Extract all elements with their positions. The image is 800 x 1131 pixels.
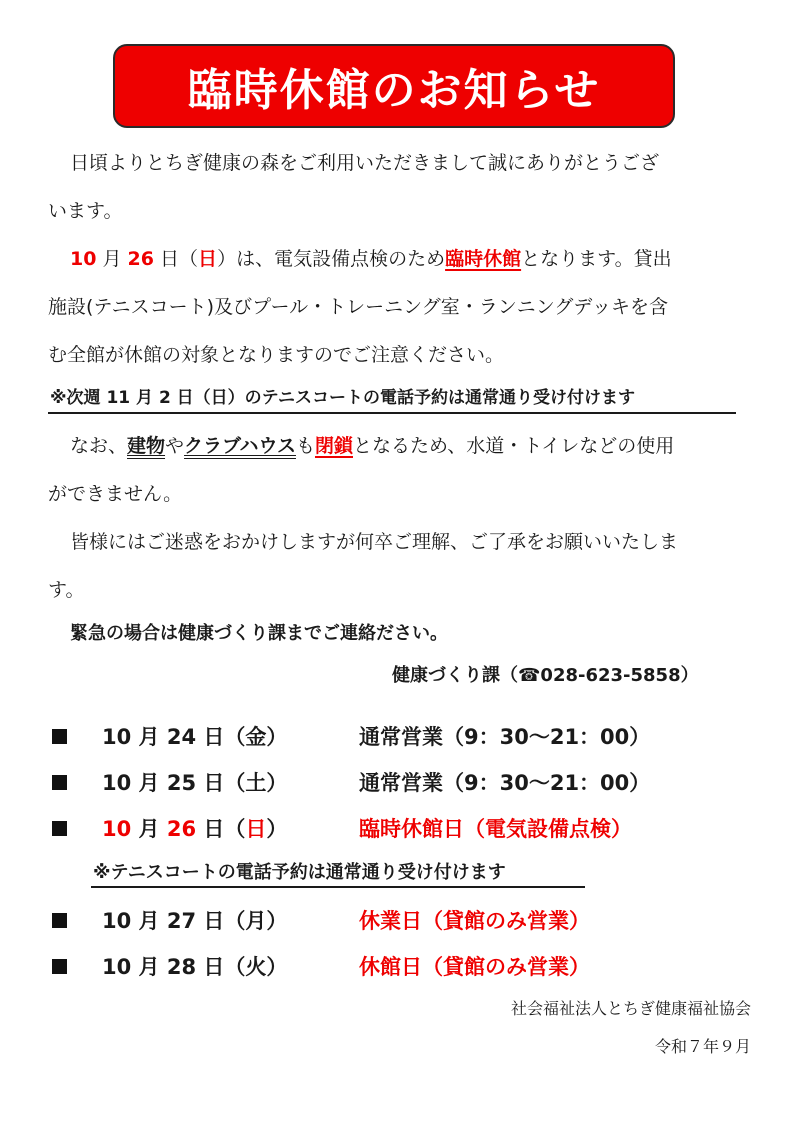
emergency-contact-note: 緊急の場合は健康づくり課までご連絡ださい。 — [70, 623, 448, 644]
schedule-date: 10 月 24 日（金） — [102, 725, 288, 749]
paragraph-3-start: なお、 — [70, 435, 128, 457]
issue-date: 令和７年９月 — [654, 1037, 751, 1056]
schedule-date: 10 月 28 日（火） — [102, 955, 288, 979]
schedule-status: 通常営業（9：30～21：00） — [359, 771, 651, 795]
schedule-date-close-paren: ） — [266, 817, 288, 841]
closure-month-number: 10 — [70, 248, 97, 270]
schedule-note-underline — [91, 886, 585, 888]
paragraph-2-mid: ）は、電気設備点検のため — [217, 248, 446, 270]
organization-name: 社会福祉法人とちぎ健康福祉協会 — [510, 999, 751, 1018]
paragraph-3-line-1 — [70, 437, 674, 456]
department-phone: 健康づくり課（☎028-623-5858） — [392, 665, 699, 686]
temporary-closure-emphasis: 臨時休館 — [445, 248, 522, 270]
schedule-date — [102, 819, 287, 840]
clubhouse-emphasis: クラブハウス — [184, 435, 296, 457]
schedule-status: 休館日（貸館のみ営業） — [359, 955, 590, 979]
schedule-date: 10 月 25 日（土） — [102, 771, 288, 795]
tennis-reservation-note: ※次週 11 月 2 日（日）のテニスコートの電話予約は通常通り受け付けます — [50, 388, 636, 408]
schedule-date-day-number: 26 — [166, 817, 197, 841]
paragraph-3-ya: や — [165, 435, 185, 457]
day-label-open: 日（ — [154, 248, 199, 270]
schedule-status: 臨時休館日（電気設備点検） — [359, 817, 632, 841]
paragraph-3-mo: も — [295, 435, 315, 457]
bullet-square-icon — [52, 913, 67, 928]
bullet-square-icon — [52, 959, 67, 974]
paragraph-1-line-1: 日頃よりとちぎ健康の森をご利用いただきまして誠にありがとうござ — [70, 152, 660, 174]
paragraph-1-line-2: います。 — [48, 200, 123, 222]
paragraph-2-end: となります。貸出 — [521, 248, 672, 270]
paragraph-2-line-2: 施設(テニスコート)及びプール・トレーニング室・ランニングデッキを含 — [48, 296, 668, 318]
schedule-status: 休業日（貸館のみ営業） — [359, 909, 590, 933]
schedule-date-month-number: 10 — [102, 817, 132, 841]
paragraph-3-end: となるため、水道・トイレなどの使用 — [353, 435, 675, 457]
closure-day-number: 26 — [127, 248, 154, 270]
paragraph-4-line-2: す。 — [48, 579, 85, 601]
closed-emphasis: 閉鎖 — [314, 435, 353, 457]
schedule-status: 通常営業（9：30～21：00） — [359, 725, 651, 749]
title-banner — [113, 44, 675, 128]
schedule-date-month-label: 月 — [131, 817, 167, 841]
page-title: 臨時休館のお知らせ — [187, 65, 601, 116]
bullet-square-icon — [52, 729, 67, 744]
schedule-tennis-note: ※テニスコートの電話予約は通常通り受け付けます — [93, 862, 506, 883]
schedule-date: 10 月 27 日（月） — [102, 909, 288, 933]
paragraph-2-line-3: む全館が休館の対象となりますのでご注意ください。 — [48, 344, 505, 366]
paragraph-3-line-2: ができません。 — [48, 483, 183, 505]
building-emphasis: 建物 — [127, 435, 166, 457]
paragraph-2-line-1 — [70, 250, 672, 269]
bullet-square-icon — [52, 775, 67, 790]
schedule-date-weekday: 日 — [245, 817, 267, 841]
bullet-square-icon — [52, 821, 67, 836]
note-underline — [48, 412, 736, 414]
paragraph-4-line-1: 皆様にはご迷惑をおかけしますが何卒ご理解、ご了承をお願いいたしま — [70, 531, 679, 553]
schedule-date-day-label: 日（ — [196, 817, 246, 841]
month-label: 月 — [96, 248, 128, 270]
closure-weekday: 日 — [198, 248, 218, 270]
